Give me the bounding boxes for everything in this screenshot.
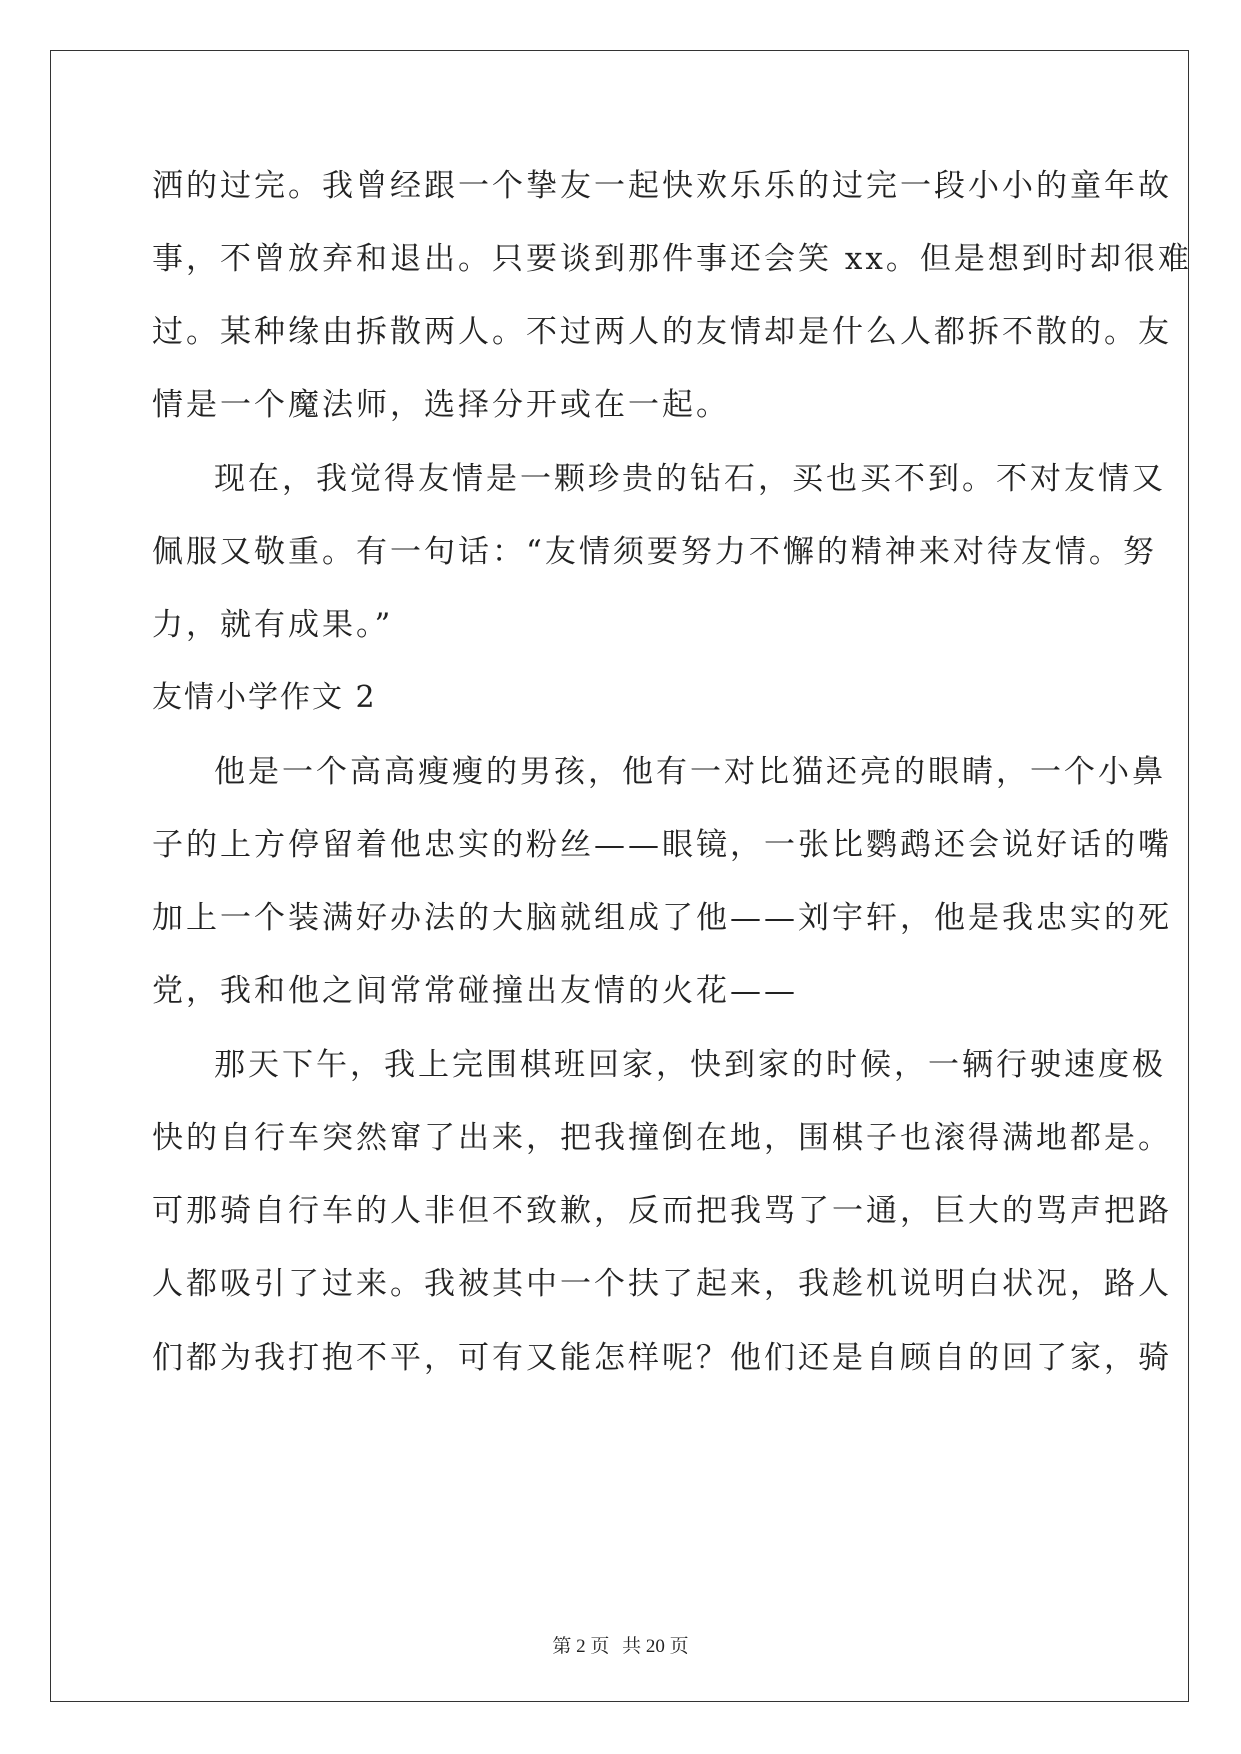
paragraph-line: 可那骑自行车的人非但不致歉，反而把我骂了一通，巨大的骂声把路: [152, 1193, 1172, 1229]
paragraph-line: 快的自行车突然窜了出来，把我撞倒在地，围棋子也滚得满地都是。: [152, 1120, 1172, 1156]
paragraph-line: 子的上方停留着他忠实的粉丝——眼镜，一张比鹦鹉还会说好话的嘴: [152, 827, 1172, 863]
page-total: 共 20 页: [622, 1636, 689, 1657]
page-number: 第 2 页: [552, 1636, 610, 1657]
page-border: [50, 50, 1189, 1702]
paragraph-line: 佩服又敬重。有一句话：“友情须要努力不懈的精神来对待友情。努: [152, 534, 1157, 570]
paragraph-line: 党，我和他之间常常碰撞出友情的火花——: [152, 973, 798, 1009]
paragraph-line: 情是一个魔法师，选择分开或在一起。: [152, 387, 730, 423]
paragraph-line: 加上一个装满好办法的大脑就组成了他——刘宇轩，他是我忠实的死: [152, 900, 1172, 936]
paragraph-line: 他是一个高高瘦瘦的男孩，他有一对比猫还亮的眼睛，一个小鼻: [214, 754, 1166, 790]
paragraph-line: 洒的过完。我曾经跟一个挚友一起快欢乐乐的过完一段小小的童年故: [152, 168, 1172, 204]
paragraph-line: 们都为我打抱不平，可有又能怎样呢？他们还是自顾自的回了家，骑: [152, 1340, 1172, 1376]
paragraph-line: 那天下午，我上完围棋班回家，快到家的时候，一辆行驶速度极: [214, 1047, 1166, 1083]
paragraph-line: 过。某种缘由拆散两人。不过两人的友情却是什么人都拆不散的。友: [152, 314, 1172, 350]
section-heading: 友情小学作文 2: [152, 680, 377, 715]
paragraph-line: 现在，我觉得友情是一颗珍贵的钻石，买也买不到。不对友情又: [214, 461, 1166, 497]
paragraph-line: 人都吸引了过来。我被其中一个扶了起来，我趁机说明白状况，路人: [152, 1266, 1172, 1302]
paragraph-line: 事，不曾放弃和退出。只要谈到那件事还会笑 xx。但是想到时却很难: [152, 241, 1192, 277]
paragraph-line: 力，就有成果。”: [152, 607, 394, 643]
page-footer: [0, 1631, 1241, 1658]
